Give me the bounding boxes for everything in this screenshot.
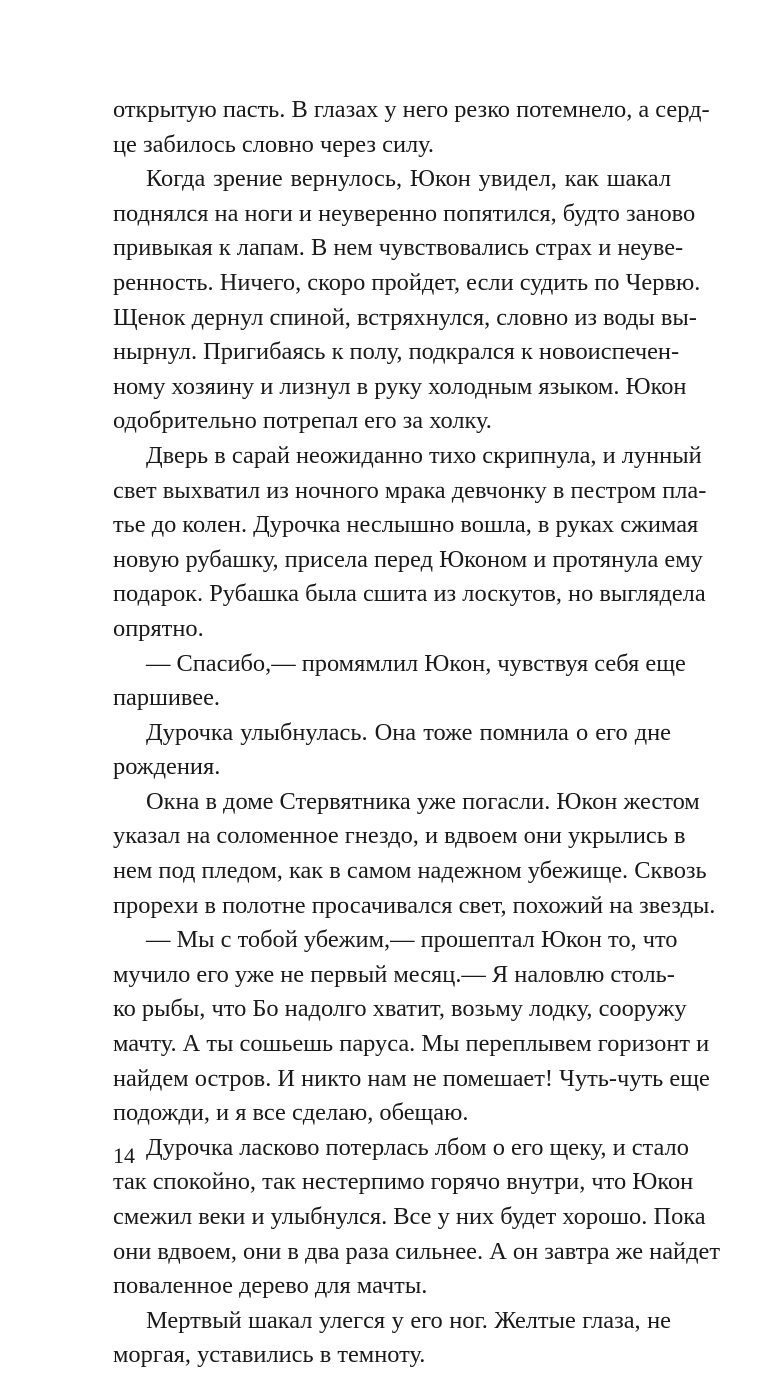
text-line: нем под пледом, как в самом надежном убежище. Сквозь [113,857,707,885]
body-text [113,93,720,1373]
text-line: це забилось словно через силу. [113,130,435,158]
text-line: они вдвоем, они в два раза сильнее. А он завтра же найдет [113,1237,720,1265]
paragraph [113,439,707,647]
text-line: Дурочка улыбнулась. Она тоже помнила о его дне [146,718,671,746]
paragraph [113,923,710,1131]
text-line: ко рыбы, что Бо надолго хватит, возьму лодку, сооружу [113,995,687,1023]
text-line: ному хозяину и лизнул в руку холодным языком. Юкон [113,372,687,400]
paragraph [113,647,686,716]
text-line: рождения. [113,753,221,781]
text-line: опрятно. [113,614,204,642]
text-line: Мертвый шакал улегся у его ног. Желтые глаза, не [146,1306,671,1334]
text-line: указал на соломенное гнездо, и вдвоем они укрылись в [113,822,686,850]
text-line: подарок. Рубашка была сшита из лоскутов, но выглядела [113,580,706,608]
text-line: мучило его уже не первый месяц.— Я наловлю столь- [113,960,675,988]
text-line: поваленное дерево для мачты. [113,1272,428,1300]
paragraph [113,1131,720,1304]
text-line: Щенок дернул спиной, встряхнулся, словно из воды вы- [113,303,697,331]
page-number: 14 [113,1143,135,1168]
text-line: ренность. Ничего, скоро пройдет, если судить по Червю. [113,268,701,296]
text-line: Дверь в сарай неожиданно тихо скрипнула, и лунный [146,441,702,469]
text-line: найдем остров. И никто нам не помешает! Чуть-чуть еще [113,1064,710,1092]
text-line: смежил веки и улыбнулся. Все у них будет хорошо. Пока [113,1203,706,1230]
paragraph [113,785,716,923]
paragraph [113,716,671,785]
paragraph [113,93,710,162]
text-line: подожди, и я все сделаю, обещаю. [113,1099,469,1127]
text-line: моргая, уставились в темноту. [113,1341,426,1369]
text-line: Когда зрение вернулось, Юкон увидел, как шакал [146,165,671,193]
text-line: новую рубашку, присела перед Юконом и протянула ему [113,545,703,573]
text-line: свет выхватил из ночного мрака девчонку в пестром пла- [113,476,707,504]
text-line: паршивее. [113,684,221,712]
text-line: тье до колен. Дурочка неслышно вошла, в руках сжимая [113,511,699,539]
text-line: Дурочка ласково потерлась лбом о его щеку, и стало [146,1133,689,1161]
text-line: открытую пасть. В глазах у него резко потемнело, а серд- [113,96,710,123]
text-line: привыкая к лапам. В нем чувствовались страх и неуве- [113,234,684,262]
paragraph [113,1304,671,1373]
text-line: мачту. А ты сошьешь паруса. Мы переплывем горизонт и [113,1030,710,1058]
text-line: — Спасибо,— промямлил Юкон, чувствуя себя еще [146,649,686,677]
text-line: — Мы с тобой убежим,— прошептал Юкон то, что [146,926,678,954]
text-line: Окна в доме Стервятника уже погасли. Юкон жестом [146,787,700,815]
text-line: прорехи в полотне просачивался свет, похожий на звезды. [113,891,716,919]
text-line: поднялся на ноги и неуверенно попятился, будто заново [113,199,696,227]
paragraph [113,162,701,439]
text-line: нырнул. Пригибаясь к полу, подкрался к новоиспечен- [113,338,680,366]
text-line: одобрительно потрепал его за холку. [113,407,492,435]
text-line: так спокойно, так нестерпимо горячо внутри, что Юкон [113,1168,694,1196]
